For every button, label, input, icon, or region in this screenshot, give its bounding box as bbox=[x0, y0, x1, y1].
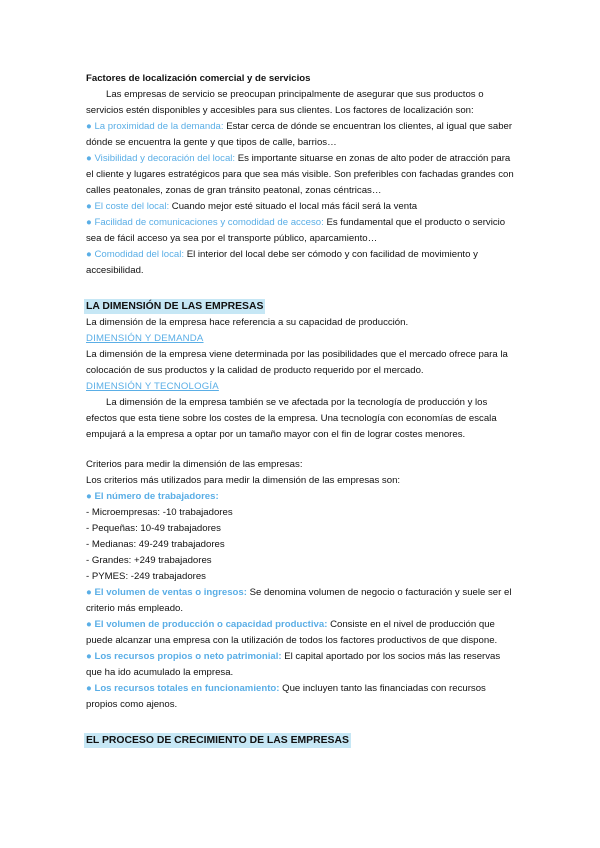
dimension-demand-text: La dimensión de la empresa viene determinada por las posibilidades que el mercado ofrece para la colocación de sus productos y la calidad de producto requerido por el mercado. bbox=[86, 349, 508, 376]
dimension-heading: LA DIMENSIÓN DE LAS EMPRESAS bbox=[86, 301, 264, 312]
criteria-intro: Los criterios más utilizados para medir la dimensión de las empresas son: bbox=[86, 475, 401, 486]
location-item-cost: ● El coste del local: Cuando mejor esté situado el local más fácil será la venta bbox=[86, 201, 418, 212]
workers-list-item: - Pequeñas: 10-49 trabajadores bbox=[86, 523, 221, 534]
growth-heading: EL PROCESO DE CRECIMIENTO DE LAS EMPRESAS bbox=[86, 735, 349, 746]
location-item-access: ● Facilidad de comunicaciones y comodidad de acceso: Es fundamental que el producto o servicio sea de fácil acceso ya sea por el transporte público, aparcamiento… bbox=[86, 217, 506, 244]
link-dimension-technology[interactable]: DIMENSIÓN Y TECNOLOGÍA bbox=[86, 381, 219, 392]
workers-list-item: - Grandes: +249 trabajadores bbox=[86, 555, 212, 566]
location-title: Factores de localización comercial y de servicios bbox=[86, 73, 311, 84]
criteria-item-total-resources: ● Los recursos totales en funcionamiento: Que incluyen tanto las financiadas con recursos propios como ajenos. bbox=[86, 683, 486, 710]
link-dimension-demand[interactable]: DIMENSIÓN Y DEMANDA bbox=[86, 333, 204, 344]
dimension-intro: La dimensión de la empresa hace referencia a su capacidad de producción. bbox=[86, 317, 409, 328]
workers-list-item: - PYMES: -249 trabajadores bbox=[86, 571, 206, 582]
criteria-workers-label: ● El número de trabajadores: bbox=[86, 491, 219, 502]
criteria-item-production: ● El volumen de producción o capacidad productiva: Consiste en el nivel de producción que puede alcanzar una empresa con la utilización de todos los factores productivos de que dispone. bbox=[86, 619, 498, 646]
location-item-demand: ● La proximidad de la demanda: Estar cerca de dónde se encuentran los clientes, al igual que saber dónde se encuentra la gente y que tipos de calle, barrios… bbox=[86, 121, 513, 148]
location-item-visibility: ● Visibilidad y decoración del local: Es importante situarse en zonas de alto poder de atracción para el cliente y lugares estratégicos para que sea más visible. Son preferibles con fachadas grandes con calles peatonales, zonas de gran tránsito peatonal, zonas céntricas… bbox=[86, 153, 514, 196]
criteria-title: Criterios para medir la dimensión de las empresas: bbox=[86, 459, 303, 470]
location-intro: Las empresas de servicio se preocupan principalmente de asegurar que sus productos o servicios estén disponibles y accesibles para sus clientes. Los factores de localización son: bbox=[86, 89, 484, 116]
document-content bbox=[86, 71, 516, 749]
criteria-item-own-resources: ● Los recursos propios o neto patrimonial: El capital aportado por los socios más las reservas que ha ido acumulado la empresa. bbox=[86, 651, 501, 678]
workers-list-item: - Medianas: 49-249 trabajadores bbox=[86, 539, 225, 550]
workers-list-item: - Microempresas: -10 trabajadores bbox=[86, 507, 233, 518]
criteria-item-sales: ● El volumen de ventas o ingresos: Se denomina volumen de negocio o facturación y suele ser el criterio más empleado. bbox=[86, 587, 512, 614]
location-item-comfort: ● Comodidad del local: El interior del local debe ser cómodo y con facilidad de movimiento y accesibilidad. bbox=[86, 249, 478, 276]
dimension-tech-text: La dimensión de la empresa también se ve afectada por la tecnología de producción y los efectos que esta tiene sobre los costes de la empresa. Una tecnología con economías de escala empujará a la empresa a optar por un tamaño mayor con el fin de lograr costes menores. bbox=[86, 397, 497, 440]
